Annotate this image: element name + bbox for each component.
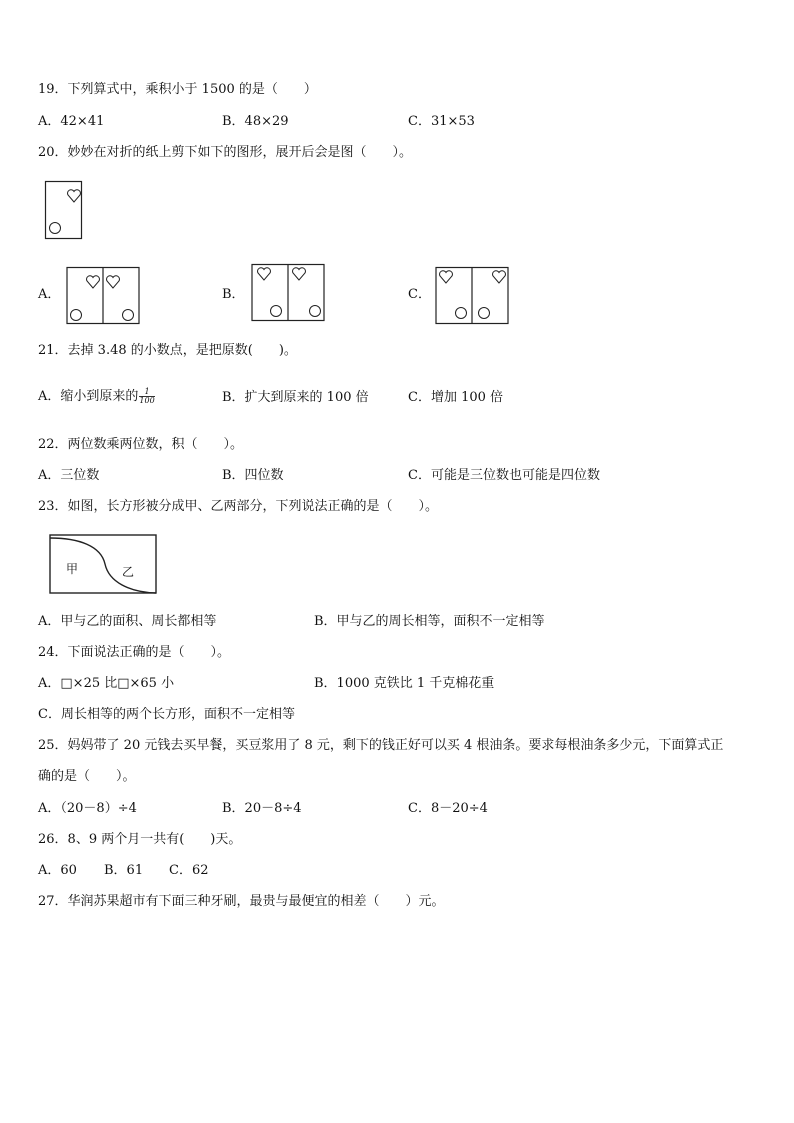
q21-option-c: C．增加 100 倍 <box>408 390 504 405</box>
fraction-denominator: 100 <box>139 396 155 405</box>
q21-option-b: B．扩大到原来的 100 倍 <box>222 390 369 405</box>
q25-stem-line2: 确的是（ ）。 <box>38 769 136 784</box>
q26-option-c: C．62 <box>169 863 209 878</box>
fraction-numerator: 1 <box>139 388 154 397</box>
q19-option-a: A．42×41 <box>38 114 105 129</box>
q24-stem: 24．下面说法正确的是（ ）。 <box>38 645 231 660</box>
q25-option-b: B．20－8÷4 <box>222 801 302 816</box>
q19-stem: 19．下列算式中，乘积小于 1500 的是（ ） <box>38 82 317 97</box>
q25-stem-line1: 25．妈妈带了 20 元钱去买早餐，买豆浆用了 8 元，剩下的钱正好可以买 4 根油条。要求每根油条多少元，下面算式正 <box>38 738 724 753</box>
circle-icon <box>479 308 490 319</box>
heart-icon <box>258 268 271 280</box>
q24-option-a: A．□×25 比□×65 小 <box>38 676 175 691</box>
q25-option-c: C．8－20÷4 <box>408 801 488 816</box>
q20-option-a: A． <box>38 287 61 302</box>
q24-option-c: C．周长相等的两个长方形，面积不一定相等 <box>38 707 295 722</box>
heart-icon <box>87 276 100 288</box>
q20-option-c: C． <box>408 287 431 302</box>
q22-option-a: A．三位数 <box>38 468 100 483</box>
label-jia: 甲 <box>66 562 79 576</box>
q27-stem: 27．华润苏果超市有下面三种牙刷，最贵与最便宜的相差（ ）元。 <box>38 894 445 909</box>
heart-icon <box>293 268 306 280</box>
q23-option-a: A．甲与乙的面积、周长都相等 <box>38 614 217 629</box>
q21-option-a-text: A．缩小到原来的 <box>38 389 139 404</box>
q20-stem: 20．妙妙在对折的纸上剪下如下的图形，展开后会是图（ ）。 <box>38 145 413 160</box>
q20-folded-paper-figure <box>44 180 84 240</box>
q20-option-b: B． <box>222 287 245 302</box>
q19-option-b: B．48×29 <box>222 114 289 129</box>
q22-stem: 22．两位数乘两位数，积（ ）。 <box>38 437 244 452</box>
circle-icon <box>456 308 467 319</box>
q26-option-b: B．61 <box>104 863 144 878</box>
heart-icon <box>493 271 506 283</box>
q21-option-a <box>38 388 155 405</box>
q22-option-c: C．可能是三位数也可能是四位数 <box>408 468 600 483</box>
q23-option-b: B．甲与乙的周长相等，面积不一定相等 <box>314 614 545 629</box>
q24-option-b: B．1000 克铁比 1 千克棉花重 <box>314 676 495 691</box>
q21-stem: 21．去掉 3.48 的小数点，是把原数( )。 <box>38 343 297 358</box>
heart-icon <box>68 190 81 202</box>
q23-stem: 23．如图，长方形被分成甲、乙两部分，下列说法正确的是（ ）。 <box>38 499 439 514</box>
heart-icon <box>107 276 120 288</box>
q26-stem: 26．8、9 两个月一共有( )天。 <box>38 832 242 847</box>
q20-figure-a <box>66 266 142 326</box>
circle-icon <box>271 306 282 317</box>
heart-icon <box>440 271 453 283</box>
circle-icon <box>71 310 82 321</box>
circle-icon <box>123 310 134 321</box>
circle-icon <box>50 223 61 234</box>
q19-option-c: C．31×53 <box>408 114 475 129</box>
q26-option-a: A．60 <box>38 863 77 878</box>
q25-option-a: A．（20－8）÷4 <box>38 801 137 816</box>
q20-figure-c <box>435 266 511 326</box>
label-yi: 乙 <box>122 565 135 579</box>
fraction <box>139 388 154 405</box>
circle-icon <box>310 306 321 317</box>
q22-option-b: B．四位数 <box>222 468 284 483</box>
q20-figure-b <box>251 263 327 323</box>
